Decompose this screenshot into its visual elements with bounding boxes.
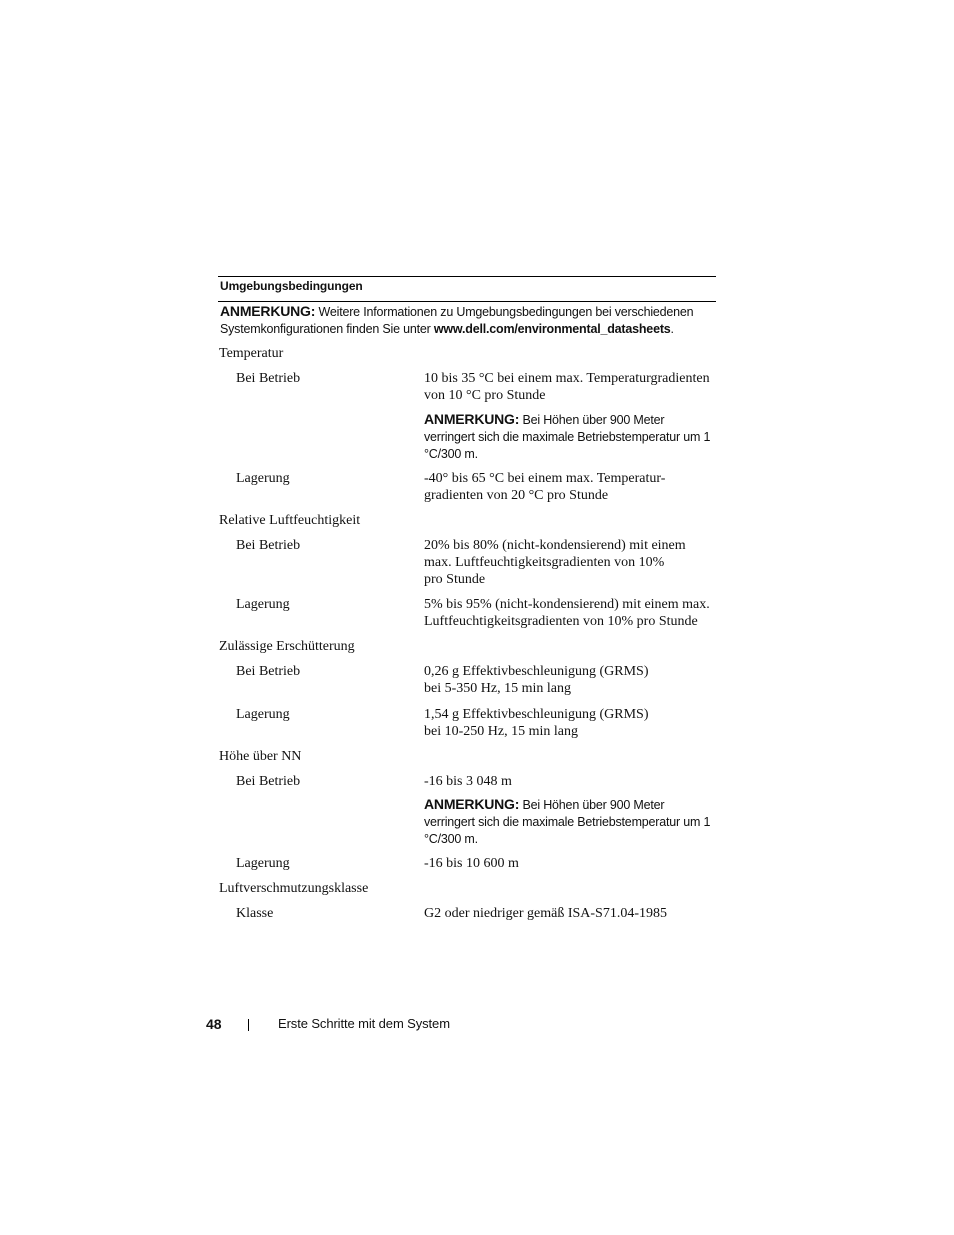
temperature-storage-label: Lagerung <box>236 471 290 486</box>
note-label: ANMERKUNG: <box>220 303 316 319</box>
altitude-storage-label: Lagerung <box>236 856 290 871</box>
vibration-operating-value: 0,26 g Effektivbeschleunigung (GRMS) bei 5-350 Hz, 15 min lang <box>424 664 649 696</box>
altitude-operating-value: -16 bis 3 048 m <box>424 774 512 789</box>
altitude-operating-note: ANMERKUNG: Bei Höhen über 900 Meter verringert sich die maximale Betriebstemperatur um 1 °C/300 m. <box>424 796 711 846</box>
temperature-operating-value: 10 bis 35 °C bei einem max. Temperaturgradienten von 10 °C pro Stunde <box>424 371 710 403</box>
table-header: Umgebungsbedingungen <box>220 279 363 293</box>
category-temperature: Temperatur <box>219 346 284 361</box>
humidity-storage-label: Lagerung <box>236 597 290 612</box>
vibration-storage-value: 1,54 g Effektivbeschleunigung (GRMS) bei 10-250 Hz, 15 min lang <box>424 707 649 739</box>
vibration-storage-label: Lagerung <box>236 707 290 722</box>
table-header-rule <box>218 301 716 302</box>
vibration-operating-label: Bei Betrieb <box>236 664 301 679</box>
table-top-rule <box>218 276 716 277</box>
humidity-operating-label: Bei Betrieb <box>236 538 301 553</box>
category-humidity: Relative Luftfeuchtigkeit <box>219 513 361 528</box>
datasheet-link[interactable]: www.dell.com/environmental_datasheets <box>433 322 671 336</box>
contamination-class-label: Klasse <box>236 906 274 921</box>
note-text: Weitere Informationen zu Umgebungsbedingungen bei verschiedenen Systemkonfigurationen finden Sie unter <box>220 305 694 336</box>
humidity-storage-value: 5% bis 95% (nicht-kondensierend) mit einem max. Luftfeuchtigkeitsgradienten von 10% pro Stunde <box>424 597 710 629</box>
page-number: 48 <box>206 1016 222 1032</box>
humidity-operating-value: 20% bis 80% (nicht-kondensierend) mit einem max. Luftfeuchtigkeitsgradienten von 10% pro Stunde <box>424 538 686 587</box>
temperature-operating-label: Bei Betrieb <box>236 371 301 386</box>
contamination-class-value: G2 oder niedriger gemäß ISA-S71.04-1985 <box>424 906 668 921</box>
category-altitude: Höhe über NN <box>219 749 302 764</box>
footer-title: Erste Schritte mit dem System <box>278 1016 450 1031</box>
general-note: ANMERKUNG: Weitere Informationen zu Umgebungsbedingungen bei verschiedenen Systemkonfigurationen finden Sie unter www.dell.com/environmental_datasheets. <box>220 303 694 336</box>
temperature-operating-note: ANMERKUNG: Bei Höhen über 900 Meter verringert sich die maximale Betriebstemperatur um 1 °C/300 m. <box>424 411 711 461</box>
temperature-storage-value: -40° bis 65 °C bei einem max. Temperatur- gradienten von 20 °C pro Stunde <box>424 471 666 503</box>
footer-separator <box>248 1019 249 1031</box>
altitude-operating-label: Bei Betrieb <box>236 774 301 789</box>
category-contamination: Luftverschmutzungsklasse <box>219 881 369 896</box>
altitude-storage-value: -16 bis 10 600 m <box>424 856 519 871</box>
category-vibration: Zulässige Erschütterung <box>219 639 355 654</box>
